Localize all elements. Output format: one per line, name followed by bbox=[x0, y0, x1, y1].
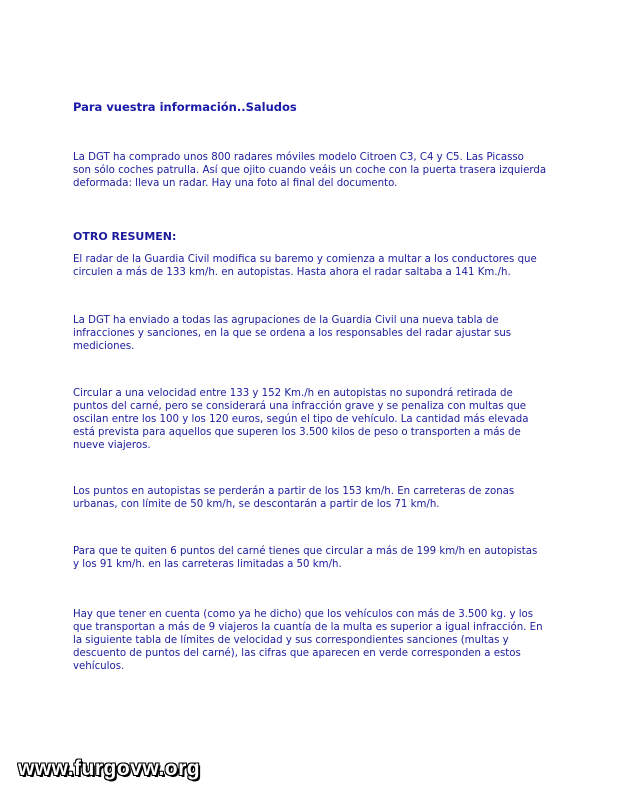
text-line: que transportan a más de 9 viajeros la cuantía de la multa es superior a igual infracción. En bbox=[73, 621, 543, 633]
text-line: El radar de la Guardia Civil modifica su baremo y comienza a multar a los conductores que bbox=[73, 254, 537, 265]
paragraph-tabla-infracciones bbox=[73, 315, 558, 354]
paragraph-vehiculos-pesados bbox=[73, 609, 558, 674]
intro-paragraph bbox=[73, 152, 558, 191]
text-line: Hay que tener en cuenta (como ya he dicho) que los vehículos con más de 3.500 kg. y los bbox=[73, 609, 534, 620]
watermark-url: www.furgovw.org bbox=[18, 757, 201, 780]
text-line: son sólo coches patrulla. Así que ojito cuando veáis un coche con la puerta trasera izquierda bbox=[73, 164, 547, 176]
text-line: La DGT ha enviado a todas las agrupaciones de la Guardia Civil una nueva tabla de bbox=[73, 315, 499, 326]
text-line: la siguiente tabla de límites de velocidad y sus correspondientes sanciones (multas y bbox=[73, 634, 509, 646]
document-title: Para vuestra información..Saludos bbox=[73, 100, 297, 114]
text-line: descuento de puntos del carné), las cifras que aparecen en verde corresponden a estos bbox=[73, 647, 521, 659]
section-heading: OTRO RESUMEN: bbox=[73, 230, 177, 243]
paragraph-velocidad-multas bbox=[73, 388, 558, 453]
text-line: deformada: lleva un radar. Hay una foto al final del documento. bbox=[73, 177, 398, 189]
text-line: y los 91 km/h. en las carreteras limitadas a 50 km/h. bbox=[73, 558, 342, 570]
paragraph-radar-baremo bbox=[73, 254, 558, 280]
text-line: vehículos. bbox=[73, 660, 125, 672]
paragraph-puntos-autopistas bbox=[73, 486, 558, 512]
text-line: nueve viajeros. bbox=[73, 439, 151, 451]
text-line: infracciones y sanciones, en la que se ordena a los responsables del radar ajustar sus bbox=[73, 327, 512, 339]
text-line: Para que te quiten 6 puntos del carné tienes que circular a más de 199 km/h en autopistas bbox=[73, 546, 538, 557]
text-line: puntos del carné, pero se considerará una infracción grave y se penaliza con multas que bbox=[73, 400, 527, 412]
text-line: mediciones. bbox=[73, 340, 135, 352]
text-line: oscilan entre los 100 y los 120 euros, según el tipo de vehículo. La cantidad más elevada bbox=[73, 413, 529, 425]
text-line: circulen a más de 133 km/h. en autopistas. Hasta ahora el radar saltaba a 141 Km./h. bbox=[73, 266, 511, 278]
text-line: Circular a una velocidad entre 133 y 152 Km./h en autopistas no supondrá retirada de bbox=[73, 388, 513, 399]
text-line: La DGT ha comprado unos 800 radares móviles modelo Citroen C3, C4 y C5. Las Picasso bbox=[73, 152, 524, 163]
text-line: urbanas, con límite de 50 km/h, se descontarán a partir de los 71 km/h. bbox=[73, 498, 440, 510]
text-line: Los puntos en autopistas se perderán a partir de los 153 km/h. En carreteras de zonas bbox=[73, 486, 515, 497]
text-line: está prevista para aquellos que superen los 3.500 kilos de peso o transporten a más de bbox=[73, 426, 521, 438]
paragraph-seis-puntos bbox=[73, 546, 558, 572]
